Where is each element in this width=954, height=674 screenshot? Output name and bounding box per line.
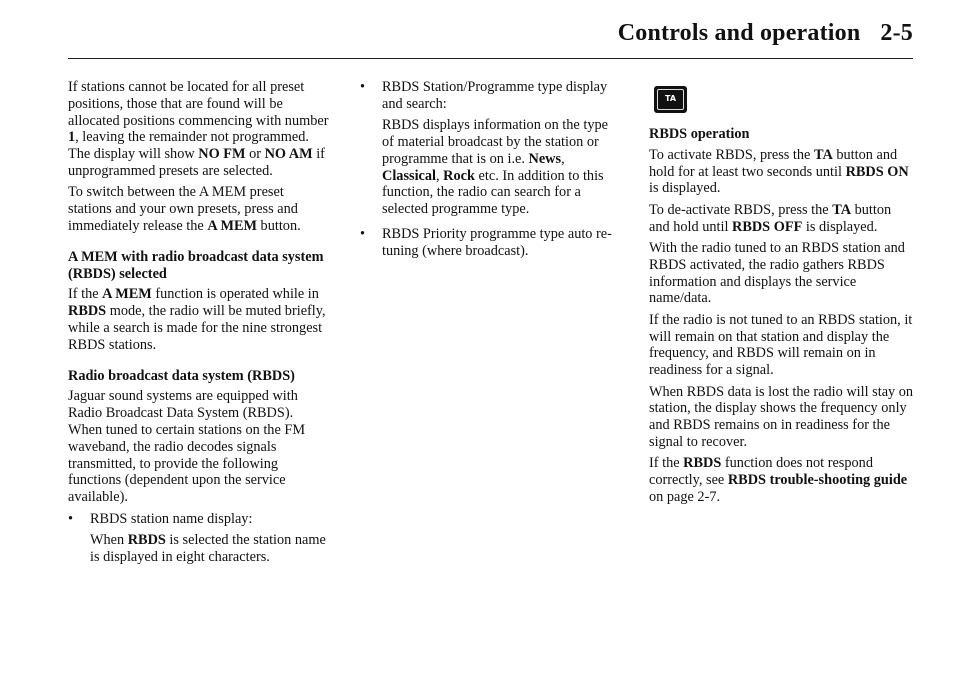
bold-text: NO AM (264, 146, 313, 163)
text-run: mode, the radio will be muted briefly, while a search is made for the nine strongest RBDS stations. (68, 303, 326, 353)
bullet: • (68, 510, 74, 527)
bold-text: NO FM (198, 146, 246, 163)
page-title (618, 20, 913, 47)
bold-text: News (528, 150, 562, 167)
text-run: , leaving the remainder not programmed. The display will show (68, 129, 309, 163)
column-middle (360, 79, 622, 264)
text-run: or (245, 146, 265, 163)
bullet: • (360, 225, 366, 242)
text-run: To activate RBDS, press the (649, 146, 814, 163)
text-run: RBDS station name display: (90, 510, 253, 527)
text-run: If the (649, 455, 684, 472)
text-run: To de-activate RBDS, press the (649, 201, 833, 218)
text-run: button and hold for at least two seconds until (649, 146, 898, 180)
text-run: is displayed. (802, 218, 878, 235)
text-run: function is operated while in (151, 286, 319, 303)
paragraph-rbds-intro (68, 388, 330, 506)
section-title: Controls and operation (617, 20, 861, 46)
heading-amem-rbds: A MEM with radio broadcast data system (RBDS) selected (68, 248, 324, 282)
paragraph-activate (649, 147, 914, 197)
paragraph-station-name (68, 532, 330, 566)
paragraph-amem-switch (68, 184, 330, 234)
text-run: If stations cannot be located for all preset positions, those that are found will be allocated positions commencing with number (68, 79, 329, 129)
page-number: 2-5 (880, 20, 913, 46)
bold-text: RBDS (127, 531, 166, 548)
bold-text: RBDS OFF (732, 218, 803, 235)
text-run: If the (68, 286, 103, 303)
heading-rbds-operation: RBDS operation (649, 126, 750, 142)
bullet: • (360, 79, 366, 95)
text-run: RBDS Priority programme type auto re-tuning (where broadcast). (382, 225, 612, 259)
page-header (68, 18, 913, 59)
column-right (649, 79, 914, 510)
text-run: With the radio tuned to an RBDS station and RBDS activated, the radio gathers RBDS information and displays the service name/data. (649, 239, 905, 307)
text-run: is displayed. (649, 180, 721, 197)
text-run: When RBDS data is lost the radio will stay on station, the display shows the frequency only and RBDS remains on in readiness for the signal to recover. (649, 383, 914, 450)
text-run: button. (256, 217, 301, 234)
bold-text: Rock (443, 167, 475, 184)
paragraph-not-tuned (649, 312, 914, 379)
list-item-text (90, 511, 252, 527)
text-run: on page 2-7. (649, 488, 721, 505)
text-run: To switch between the A MEM preset stations and your own presets, press and immediately release the (68, 184, 298, 234)
text-run: Jaguar sound systems are equipped with Radio Broadcast Data System (RBDS). When tuned to certain stations on the FM waveband, the radio decodes signals transmitted, to provide the following functions (dependent upon the service available). (68, 388, 306, 506)
bold-text: RBDS (683, 455, 722, 472)
bold-text: RBDS (68, 303, 107, 320)
text-run: , (561, 150, 565, 167)
bold-text: TA (832, 201, 852, 218)
list-item (68, 511, 330, 528)
text-run: RBDS displays information on the type of material broadcast by the station or programme that is on i.e. (382, 117, 608, 167)
paragraph-deactivate (649, 202, 914, 236)
paragraph-troubleshooting (649, 455, 914, 505)
text-run: If the radio is not tuned to an RBDS station, it will remain on that station and display the frequency, and RBDS will remain on in readiness for a signal. (649, 311, 913, 379)
bold-text: 1 (68, 129, 76, 146)
text-run: RBDS Station/Programme type display and search: (382, 79, 608, 112)
heading-rbds: Radio broadcast data system (RBDS) (68, 367, 295, 384)
bold-text: A MEM (207, 217, 257, 234)
text-run: button and hold until (649, 201, 892, 235)
bold-text: Classical (382, 167, 437, 184)
column-left (68, 79, 330, 570)
bold-text: RBDS ON (845, 163, 909, 180)
ta-button-label: TA (664, 94, 677, 104)
rbds-feature-list (68, 511, 330, 528)
list-item (360, 226, 622, 260)
list-item-text (382, 79, 607, 112)
paragraph-presets-unfound (68, 79, 330, 180)
paragraph-data-lost (649, 384, 914, 451)
rbds-feature-list-cont2 (360, 226, 622, 260)
rbds-feature-list-cont (360, 79, 622, 113)
bold-text: A MEM (102, 286, 152, 303)
paragraph-amem-rbds (68, 286, 330, 353)
text-run: etc. In addition to this function, the radio can search for a selected programme type. (382, 167, 604, 218)
list-item (360, 79, 622, 113)
ta-button-face (657, 89, 684, 110)
text-run: if unprogrammed presets are selected. (68, 146, 325, 179)
text-run: , (436, 167, 444, 184)
bold-text: TA (813, 146, 833, 163)
text-run: function does not respond correctly, see (649, 455, 873, 489)
text-run: When (90, 531, 128, 548)
list-item-text (382, 226, 612, 259)
paragraph-tuned (649, 240, 914, 307)
paragraph-programme-type (360, 117, 622, 218)
bold-text: RBDS trouble-shooting guide (727, 472, 908, 489)
ta-button-icon (654, 86, 687, 113)
text-run: is selected the station name is displayed in eight characters. (90, 531, 326, 565)
